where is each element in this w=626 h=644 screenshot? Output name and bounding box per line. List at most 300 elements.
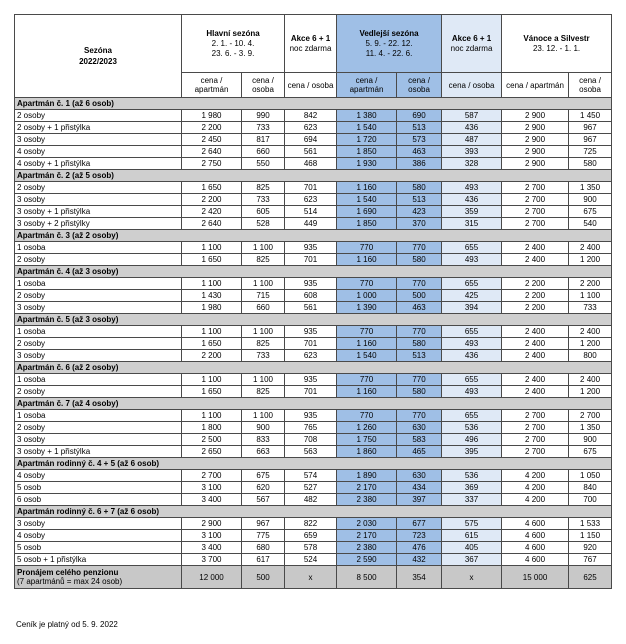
pension-cell: 15 000 xyxy=(502,566,569,589)
table-row xyxy=(15,302,612,314)
price-cell: 1 980 xyxy=(182,110,242,122)
price-cell: 1 930 xyxy=(337,158,397,170)
price-cell: 2 900 xyxy=(502,146,569,158)
price-cell: 990 xyxy=(242,110,285,122)
table-row xyxy=(15,158,612,170)
price-cell: 900 xyxy=(569,434,612,446)
xmas-header xyxy=(502,15,612,73)
price-cell: 1 350 xyxy=(569,422,612,434)
table-row xyxy=(15,482,612,494)
pension-cell: x xyxy=(285,566,337,589)
price-cell: 2 700 xyxy=(502,182,569,194)
price-cell: 663 xyxy=(242,446,285,458)
price-cell: 825 xyxy=(242,386,285,398)
price-cell: 659 xyxy=(285,530,337,542)
price-cell: 733 xyxy=(242,194,285,206)
price-cell: 2 400 xyxy=(502,254,569,266)
side-season-header xyxy=(337,15,442,73)
price-cell: 935 xyxy=(285,410,337,422)
promo-title-1: Akce 6 + 1 xyxy=(290,33,331,43)
price-cell: 513 xyxy=(397,122,442,134)
occupancy-label: 1 osoba xyxy=(15,242,182,254)
price-cell: 680 xyxy=(242,542,285,554)
group-header-row xyxy=(15,266,612,278)
price-cell: 425 xyxy=(442,290,502,302)
price-cell: 2 200 xyxy=(182,122,242,134)
table-row xyxy=(15,290,612,302)
occupancy-label: 3 osoby xyxy=(15,350,182,362)
col-side-person: cena / osoba xyxy=(397,73,442,98)
price-cell: 623 xyxy=(285,122,337,134)
occupancy-label: 4 osoby + 1 přistýlka xyxy=(15,158,182,170)
price-cell: 2 590 xyxy=(337,554,397,566)
price-cell: 725 xyxy=(569,146,612,158)
price-cell: 2 400 xyxy=(502,326,569,338)
price-cell: 715 xyxy=(242,290,285,302)
price-cell: 660 xyxy=(242,302,285,314)
table-row xyxy=(15,434,612,446)
price-table xyxy=(14,14,612,589)
pension-label-line1: Pronájem celého penzionu xyxy=(17,568,119,577)
price-cell: 694 xyxy=(285,134,337,146)
price-cell: 2 380 xyxy=(337,494,397,506)
occupancy-label: 2 osoby xyxy=(15,110,182,122)
price-cell: 2 700 xyxy=(502,422,569,434)
price-cell: 2 700 xyxy=(502,410,569,422)
side-season-title: Vedlejší sezóna xyxy=(359,28,419,38)
price-cell: 1 540 xyxy=(337,194,397,206)
price-cell: 620 xyxy=(242,482,285,494)
price-cell: 513 xyxy=(397,350,442,362)
occupancy-label: 2 osoby xyxy=(15,254,182,266)
price-cell: 767 xyxy=(569,554,612,566)
price-cell: 1 350 xyxy=(569,182,612,194)
occupancy-label: 2 osoby xyxy=(15,422,182,434)
price-cell: 935 xyxy=(285,242,337,254)
occupancy-label: 2 osoby + 1 přistýlka xyxy=(15,122,182,134)
price-cell: 623 xyxy=(285,350,337,362)
price-cell: 630 xyxy=(397,470,442,482)
table-row xyxy=(15,182,612,194)
occupancy-label: 3 osoby + 1 přistýlka xyxy=(15,446,182,458)
price-cell: 723 xyxy=(397,530,442,542)
price-cell: 1 160 xyxy=(337,386,397,398)
xmas-dates: 23. 12. - 1. 1. xyxy=(532,43,581,53)
occupancy-label: 3 osoby + 1 přistýlka xyxy=(15,206,182,218)
occupancy-label: 3 osoby + 2 přistýlky xyxy=(15,218,182,230)
price-cell: 4 600 xyxy=(502,542,569,554)
apartment-group-title: Apartmán č. 6 (až 2 osoby) xyxy=(15,362,612,374)
table-row xyxy=(15,134,612,146)
pension-label xyxy=(15,566,182,589)
price-cell: 617 xyxy=(242,554,285,566)
price-cell: 1 200 xyxy=(569,254,612,266)
price-cell: 2 200 xyxy=(502,302,569,314)
price-cell: 1 980 xyxy=(182,302,242,314)
table-row xyxy=(15,326,612,338)
price-cell: 1 200 xyxy=(569,338,612,350)
price-cell: 2 200 xyxy=(502,290,569,302)
price-cell: 536 xyxy=(442,422,502,434)
price-cell: 2 500 xyxy=(182,434,242,446)
col-xmas-apartment: cena / apartmán xyxy=(502,73,569,98)
price-cell: 337 xyxy=(442,494,502,506)
price-cell: 2 700 xyxy=(502,446,569,458)
table-row xyxy=(15,446,612,458)
occupancy-label: 4 osoby xyxy=(15,530,182,542)
table-row xyxy=(15,218,612,230)
price-cell: 524 xyxy=(285,554,337,566)
price-cell: 775 xyxy=(242,530,285,542)
price-cell: 580 xyxy=(397,338,442,350)
price-cell: 587 xyxy=(442,110,502,122)
price-cell: 432 xyxy=(397,554,442,566)
price-cell: 1 000 xyxy=(337,290,397,302)
group-header-row xyxy=(15,314,612,326)
apartment-group-title: Apartmán č. 7 (až 4 osoby) xyxy=(15,398,612,410)
price-cell: 1 150 xyxy=(569,530,612,542)
price-cell: 4 600 xyxy=(502,518,569,530)
apartment-group-title: Apartmán č. 4 (až 3 osoby) xyxy=(15,266,612,278)
price-cell: 1 100 xyxy=(182,242,242,254)
price-cell: 513 xyxy=(397,194,442,206)
price-cell: 1 650 xyxy=(182,386,242,398)
price-cell: 1 430 xyxy=(182,290,242,302)
price-cell: 550 xyxy=(242,158,285,170)
price-cell: 574 xyxy=(285,470,337,482)
price-cell: 1 533 xyxy=(569,518,612,530)
price-cell: 825 xyxy=(242,182,285,194)
occupancy-label: 2 osoby xyxy=(15,338,182,350)
price-cell: 1 160 xyxy=(337,338,397,350)
price-cell: 367 xyxy=(442,554,502,566)
price-cell: 3 100 xyxy=(182,530,242,542)
occupancy-label: 4 osoby xyxy=(15,470,182,482)
price-cell: 487 xyxy=(442,134,502,146)
price-cell: 2 380 xyxy=(337,542,397,554)
price-cell: 540 xyxy=(569,218,612,230)
price-cell: 2 700 xyxy=(182,470,242,482)
price-cell: 2 700 xyxy=(502,194,569,206)
price-cell: 405 xyxy=(442,542,502,554)
price-cell: 434 xyxy=(397,482,442,494)
price-cell: 575 xyxy=(442,518,502,530)
price-cell: 1 890 xyxy=(337,470,397,482)
apartment-group-title: Apartmán rodinný č. 6 + 7 (až 6 osob) xyxy=(15,506,612,518)
price-cell: 580 xyxy=(397,182,442,194)
price-cell: 500 xyxy=(397,290,442,302)
price-cell: 496 xyxy=(442,434,502,446)
table-row xyxy=(15,410,612,422)
price-cell: 393 xyxy=(442,146,502,158)
price-cell: 2 400 xyxy=(569,374,612,386)
price-cell: 2 400 xyxy=(569,326,612,338)
main-season-header xyxy=(182,15,285,73)
price-cell: 700 xyxy=(569,494,612,506)
occupancy-label: 5 osob + 1 přistýlka xyxy=(15,554,182,566)
price-cell: 1 540 xyxy=(337,350,397,362)
col-promo1-person: cena / osoba xyxy=(285,73,337,98)
price-cell: 2 030 xyxy=(337,518,397,530)
price-cell: 770 xyxy=(397,410,442,422)
table-row xyxy=(15,470,612,482)
table-row xyxy=(15,374,612,386)
price-cell: 2 400 xyxy=(502,338,569,350)
price-cell: 423 xyxy=(397,206,442,218)
season-year: 2022/2023 xyxy=(79,57,117,66)
price-cell: 623 xyxy=(285,194,337,206)
pension-cell: 8 500 xyxy=(337,566,397,589)
price-cell: 514 xyxy=(285,206,337,218)
price-cell: 2 200 xyxy=(502,278,569,290)
price-cell: 328 xyxy=(442,158,502,170)
price-cell: 1 100 xyxy=(182,326,242,338)
price-cell: 690 xyxy=(397,110,442,122)
price-cell: 1 650 xyxy=(182,338,242,350)
group-header-row xyxy=(15,230,612,242)
price-cell: 770 xyxy=(397,374,442,386)
price-cell: 1 160 xyxy=(337,182,397,194)
pension-cell: 354 xyxy=(397,566,442,589)
occupancy-label: 2 osoby xyxy=(15,182,182,194)
pension-cell: 500 xyxy=(242,566,285,589)
occupancy-label: 6 osob xyxy=(15,494,182,506)
price-cell: 770 xyxy=(337,242,397,254)
price-cell: 2 900 xyxy=(502,158,569,170)
price-cell: 1 720 xyxy=(337,134,397,146)
pension-row xyxy=(15,566,612,589)
price-cell: 1 750 xyxy=(337,434,397,446)
price-cell: 369 xyxy=(442,482,502,494)
season-label: Sezóna xyxy=(83,46,112,55)
table-row xyxy=(15,554,612,566)
price-cell: 567 xyxy=(242,494,285,506)
price-cell: 825 xyxy=(242,338,285,350)
promo-title-2: Akce 6 + 1 xyxy=(451,33,492,43)
price-cell: 1 800 xyxy=(182,422,242,434)
price-cell: 2 750 xyxy=(182,158,242,170)
promo-sub-2: noc zdarma xyxy=(450,43,493,53)
price-cell: 394 xyxy=(442,302,502,314)
price-cell: 315 xyxy=(442,218,502,230)
price-cell: 4 600 xyxy=(502,554,569,566)
price-cell: 655 xyxy=(442,326,502,338)
main-season-dates-2: 23. 6. - 3. 9. xyxy=(211,48,255,58)
apartment-group-title: Apartmán č. 3 (až 2 osoby) xyxy=(15,230,612,242)
price-cell: 817 xyxy=(242,134,285,146)
price-cell: 2 170 xyxy=(337,530,397,542)
price-cell: 765 xyxy=(285,422,337,434)
price-cell: 900 xyxy=(569,194,612,206)
table-row xyxy=(15,254,612,266)
price-cell: 675 xyxy=(569,206,612,218)
price-cell: 436 xyxy=(442,194,502,206)
price-cell: 701 xyxy=(285,338,337,350)
price-cell: 935 xyxy=(285,374,337,386)
price-cell: 920 xyxy=(569,542,612,554)
table-row xyxy=(15,530,612,542)
occupancy-label: 3 osoby xyxy=(15,134,182,146)
occupancy-label: 1 osoba xyxy=(15,410,182,422)
price-cell: 655 xyxy=(442,374,502,386)
price-cell: 463 xyxy=(397,302,442,314)
apartment-group-title: Apartmán č. 5 (až 3 osoby) xyxy=(15,314,612,326)
price-cell: 770 xyxy=(397,326,442,338)
price-cell: 2 200 xyxy=(569,278,612,290)
price-cell: 449 xyxy=(285,218,337,230)
occupancy-label: 1 osoba xyxy=(15,374,182,386)
table-row xyxy=(15,494,612,506)
price-cell: 4 600 xyxy=(502,530,569,542)
price-cell: 733 xyxy=(242,350,285,362)
price-cell: 675 xyxy=(242,470,285,482)
occupancy-label: 3 osoby xyxy=(15,434,182,446)
validity-note: Ceník je platný od 5. 9. 2022 xyxy=(16,620,118,629)
price-cell: 561 xyxy=(285,302,337,314)
price-cell: 2 700 xyxy=(502,434,569,446)
occupancy-label: 3 osoby xyxy=(15,302,182,314)
price-cell: 608 xyxy=(285,290,337,302)
occupancy-label: 4 osoby xyxy=(15,146,182,158)
occupancy-label: 3 osoby xyxy=(15,194,182,206)
price-cell: 675 xyxy=(569,446,612,458)
price-cell: 2 700 xyxy=(569,410,612,422)
price-cell: 527 xyxy=(285,482,337,494)
price-cell: 770 xyxy=(397,242,442,254)
pension-cell: 625 xyxy=(569,566,612,589)
price-cell: 733 xyxy=(569,302,612,314)
price-cell: 578 xyxy=(285,542,337,554)
table-row xyxy=(15,338,612,350)
group-header-row xyxy=(15,170,612,182)
table-row xyxy=(15,518,612,530)
apartment-group-title: Apartmán č. 1 (až 6 osob) xyxy=(15,98,612,110)
price-cell: 482 xyxy=(285,494,337,506)
price-cell: 900 xyxy=(242,422,285,434)
price-cell: 1 100 xyxy=(242,242,285,254)
price-cell: 660 xyxy=(242,146,285,158)
price-cell: 842 xyxy=(285,110,337,122)
promo-header-1 xyxy=(285,15,337,73)
price-cell: 708 xyxy=(285,434,337,446)
price-cell: 630 xyxy=(397,422,442,434)
group-header-row xyxy=(15,506,612,518)
price-cell: 386 xyxy=(397,158,442,170)
pension-cell: 12 000 xyxy=(182,566,242,589)
price-cell: 935 xyxy=(285,278,337,290)
table-row xyxy=(15,386,612,398)
price-cell: 2 200 xyxy=(182,350,242,362)
price-cell: 359 xyxy=(442,206,502,218)
price-cell: 1 650 xyxy=(182,182,242,194)
price-cell: 1 100 xyxy=(182,278,242,290)
xmas-title: Vánoce a Silvestr xyxy=(523,33,590,43)
price-cell: 2 900 xyxy=(502,110,569,122)
group-header-row xyxy=(15,398,612,410)
group-header-row xyxy=(15,362,612,374)
table-row xyxy=(15,242,612,254)
price-cell: 1 100 xyxy=(182,374,242,386)
occupancy-label: 2 osoby xyxy=(15,290,182,302)
price-cell: 1 690 xyxy=(337,206,397,218)
price-cell: 2 420 xyxy=(182,206,242,218)
price-cell: 1 850 xyxy=(337,146,397,158)
price-cell: 701 xyxy=(285,182,337,194)
price-cell: 967 xyxy=(569,134,612,146)
price-cell: 1 160 xyxy=(337,254,397,266)
occupancy-label: 5 osob xyxy=(15,482,182,494)
price-cell: 2 900 xyxy=(502,122,569,134)
price-cell: 4 200 xyxy=(502,494,569,506)
price-cell: 935 xyxy=(285,326,337,338)
price-cell: 580 xyxy=(397,386,442,398)
col-side-apartment: cena / apartmán xyxy=(337,73,397,98)
price-cell: 2 650 xyxy=(182,446,242,458)
price-cell: 1 860 xyxy=(337,446,397,458)
price-cell: 563 xyxy=(285,446,337,458)
price-cell: 2 200 xyxy=(182,194,242,206)
col-xmas-person: cena / osoba xyxy=(569,73,612,98)
price-cell: 2 640 xyxy=(182,218,242,230)
price-cell: 468 xyxy=(285,158,337,170)
price-cell: 580 xyxy=(397,254,442,266)
table-row xyxy=(15,350,612,362)
price-cell: 493 xyxy=(442,182,502,194)
price-cell: 463 xyxy=(397,146,442,158)
price-cell: 701 xyxy=(285,254,337,266)
pension-label-line2: (7 apartmánů = max 24 osob) xyxy=(17,577,123,586)
occupancy-label: 3 osoby xyxy=(15,518,182,530)
col-main-person: cena / osoba xyxy=(242,73,285,98)
price-cell: 1 200 xyxy=(569,386,612,398)
price-cell: 605 xyxy=(242,206,285,218)
table-row xyxy=(15,146,612,158)
price-cell: 2 170 xyxy=(337,482,397,494)
occupancy-label: 2 osoby xyxy=(15,386,182,398)
price-cell: 493 xyxy=(442,386,502,398)
price-cell: 2 400 xyxy=(569,242,612,254)
price-cell: 1 390 xyxy=(337,302,397,314)
table-row xyxy=(15,422,612,434)
price-cell: 1 850 xyxy=(337,218,397,230)
price-cell: 1 260 xyxy=(337,422,397,434)
price-cell: 800 xyxy=(569,350,612,362)
price-cell: 1 100 xyxy=(242,374,285,386)
price-cell: 573 xyxy=(397,134,442,146)
occupancy-label: 1 osoba xyxy=(15,278,182,290)
price-cell: 770 xyxy=(337,410,397,422)
price-cell: 1 100 xyxy=(242,410,285,422)
table-row xyxy=(15,542,612,554)
price-cell: 536 xyxy=(442,470,502,482)
price-cell: 2 700 xyxy=(502,218,569,230)
price-cell: 1 450 xyxy=(569,110,612,122)
price-list xyxy=(14,14,612,589)
price-cell: 825 xyxy=(242,254,285,266)
price-cell: 4 200 xyxy=(502,482,569,494)
price-cell: 2 400 xyxy=(502,242,569,254)
price-cell: 1 050 xyxy=(569,470,612,482)
price-cell: 465 xyxy=(397,446,442,458)
table-row xyxy=(15,278,612,290)
price-cell: 833 xyxy=(242,434,285,446)
price-cell: 580 xyxy=(569,158,612,170)
price-cell: 2 450 xyxy=(182,134,242,146)
price-cell: 493 xyxy=(442,254,502,266)
occupancy-label: 1 osoba xyxy=(15,326,182,338)
price-cell: 370 xyxy=(397,218,442,230)
col-main-apartment: cena / apartmán xyxy=(182,73,242,98)
